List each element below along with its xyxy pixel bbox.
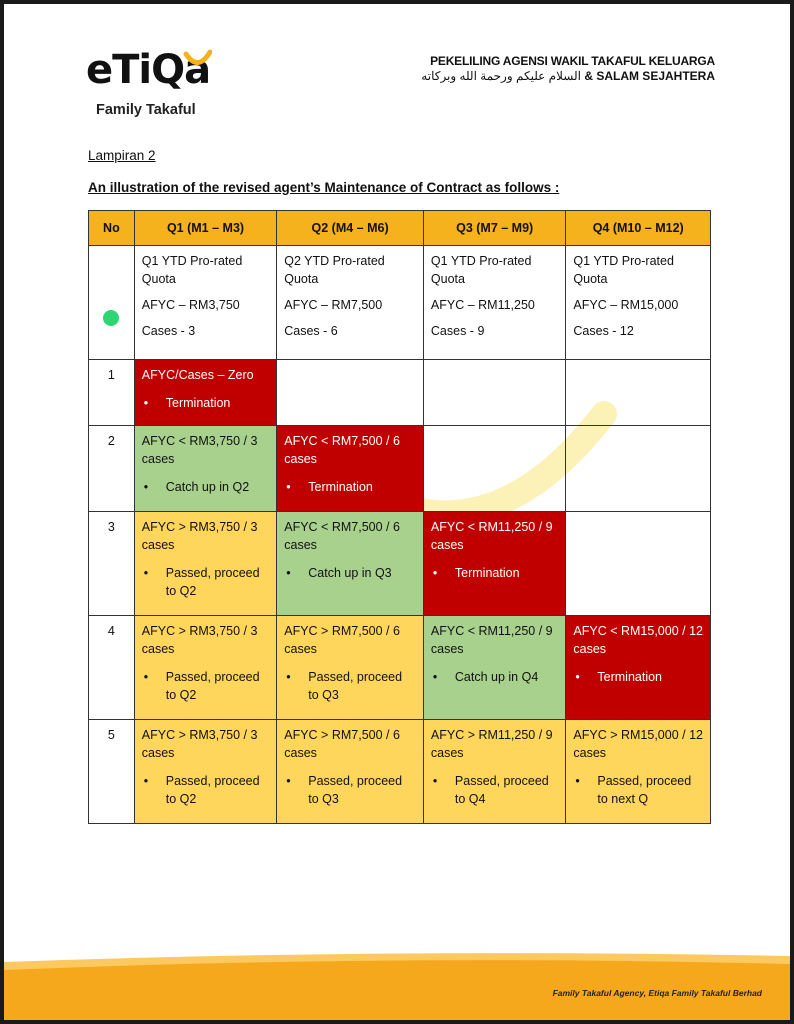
bullet-glyph: • (575, 670, 580, 684)
bullet-glyph: • (432, 670, 438, 684)
appendix-label: Lampiran 2 (88, 148, 156, 163)
outcome-bullet (284, 772, 416, 808)
empty-cell (566, 360, 711, 426)
condition-text: AFYC > RM7,500 / 6 cases (284, 728, 400, 760)
quota-cell-q2: Q2 YTD Pro-rated Quota AFYC – RM7,500 Cases - 6 (277, 246, 424, 360)
bullet-glyph: • (286, 566, 291, 580)
bullet-glyph: • (575, 774, 580, 788)
condition-cell (134, 426, 276, 512)
row-number: 4 (89, 616, 135, 720)
header-no: No (89, 211, 135, 246)
header-q1: Q1 (M1 – M3) (134, 211, 276, 246)
row-number: 1 (89, 360, 135, 426)
row-number: 3 (89, 512, 135, 616)
condition-cell (566, 616, 711, 720)
table-row (89, 512, 711, 616)
condition-cell (134, 616, 276, 720)
outcome-text: Termination (308, 480, 373, 494)
bullet-glyph: • (143, 480, 149, 494)
condition-cell (134, 512, 276, 616)
outcome-bullet (284, 478, 416, 496)
header-q4: Q4 (M10 – M12) (566, 211, 711, 246)
greeting-arabic: السلام عليكم ورحمة الله وبركاته (421, 69, 581, 83)
condition-cell (277, 426, 424, 512)
table-row (89, 616, 711, 720)
outcome-bullet (142, 394, 269, 412)
condition-text: AFYC < RM7,500 / 6 cases (284, 434, 400, 466)
condition-cell (277, 720, 424, 824)
outcome-bullet (284, 564, 416, 582)
greeting-line (421, 69, 715, 83)
outcome-text: Passed, proceed to Q2 (165, 774, 260, 806)
condition-text: AFYC > RM15,000 / 12 cases (573, 728, 703, 760)
row-number: 5 (89, 720, 135, 824)
quota-cell-q1: Q1 YTD Pro-rated Quota AFYC – RM3,750 Cases - 3 (134, 246, 276, 360)
outcome-bullet (284, 668, 416, 704)
quota-cell-q4: Q1 YTD Pro-rated Quota AFYC – RM15,000 Cases - 12 (566, 246, 711, 360)
outcome-text: Passed, proceed to next Q (597, 774, 692, 806)
bullet-glyph: • (143, 670, 149, 684)
outcome-text: Termination (165, 396, 231, 410)
outcome-text: Catch up in Q3 (308, 566, 392, 580)
condition-cell (423, 720, 565, 824)
empty-cell (566, 512, 711, 616)
outcome-text: Passed, proceed to Q4 (454, 774, 549, 806)
bullet-glyph: • (286, 774, 291, 788)
bullet-glyph: • (143, 774, 149, 788)
circular-title: PEKELILING AGENSI WAKIL TAKAFUL KELUARGA (430, 54, 715, 68)
bullet-glyph: • (143, 396, 149, 410)
outcome-bullet (142, 478, 269, 496)
bullet-glyph: • (286, 670, 291, 684)
section-heading: An illustration of the revised agent’s Maintenance of Contract as follows : (88, 180, 560, 195)
logo-smile-icon (182, 46, 212, 76)
green-dot-icon (103, 310, 119, 326)
logo-subtitle: Family Takaful (96, 102, 196, 118)
condition-text: AFYC > RM3,750 / 3 cases (141, 728, 258, 760)
outcome-bullet (573, 772, 703, 808)
condition-text: AFYC < RM11,250 / 9 cases (430, 624, 553, 656)
table-row (89, 720, 711, 824)
bullet-glyph: • (143, 566, 149, 580)
condition-text: AFYC < RM7,500 / 6 cases (284, 520, 400, 552)
condition-text: AFYC > RM3,750 / 3 cases (141, 520, 258, 552)
bullet-glyph: • (286, 480, 291, 494)
condition-text: AFYC < RM15,000 / 12 cases (573, 624, 703, 656)
outcome-text: Passed, proceed to Q2 (165, 566, 260, 598)
empty-cell (277, 360, 424, 426)
maintenance-table (88, 210, 711, 824)
bullet-glyph: • (432, 774, 438, 788)
outcome-text: Passed, proceed to Q3 (308, 774, 403, 806)
header-q3: Q3 (M7 – M9) (423, 211, 565, 246)
condition-cell (277, 616, 424, 720)
outcome-text: Catch up in Q2 (165, 480, 250, 494)
row-number: 2 (89, 426, 135, 512)
condition-text: AFYC > RM11,250 / 9 cases (430, 728, 553, 760)
greeting-latin: & SALAM SEJAHTERA (584, 69, 715, 83)
outcome-bullet (431, 564, 558, 582)
etiqa-logo (82, 44, 212, 129)
logo-wordmark: eTiQa (86, 47, 211, 93)
quota-cell-q3: Q1 YTD Pro-rated Quota AFYC – RM11,250 Cases - 9 (423, 246, 565, 360)
condition-cell (277, 512, 424, 616)
outcome-text: Termination (597, 670, 663, 684)
outcome-bullet (431, 772, 558, 808)
footer-wave-icon (4, 940, 790, 1020)
outcome-bullet (142, 772, 269, 808)
document-page (4, 4, 790, 1020)
condition-cell (566, 720, 711, 824)
condition-cell (423, 616, 565, 720)
footer-text: Family Takaful Agency, Etiqa Family Takaful Berhad (552, 988, 762, 998)
quota-row-marker (89, 246, 135, 360)
table-row (89, 360, 711, 426)
condition-cell (423, 512, 565, 616)
outcome-text: Passed, proceed to Q3 (308, 670, 403, 702)
outcome-text: Termination (454, 566, 520, 580)
outcome-text: Passed, proceed to Q2 (165, 670, 260, 702)
condition-text: AFYC < RM11,250 / 9 cases (430, 520, 553, 552)
empty-cell (566, 426, 711, 512)
condition-text: AFYC > RM3,750 / 3 cases (141, 624, 258, 656)
empty-cell (423, 426, 565, 512)
condition-cell (134, 720, 276, 824)
circular-header (421, 54, 715, 83)
outcome-bullet (142, 668, 269, 704)
condition-text: AFYC < RM3,750 / 3 cases (141, 434, 258, 466)
outcome-bullet (573, 668, 703, 686)
header-q2: Q2 (M4 – M6) (277, 211, 424, 246)
outcome-text: Catch up in Q4 (454, 670, 539, 684)
table-row (89, 426, 711, 512)
outcome-bullet (431, 668, 558, 686)
table-header-row (89, 211, 711, 246)
condition-text: AFYC/Cases – Zero (141, 368, 254, 382)
quota-row (89, 246, 711, 360)
outcome-bullet (142, 564, 269, 600)
condition-cell (134, 360, 276, 426)
empty-cell (423, 360, 565, 426)
bullet-glyph: • (432, 566, 438, 580)
condition-text: AFYC > RM7,500 / 6 cases (284, 624, 400, 656)
